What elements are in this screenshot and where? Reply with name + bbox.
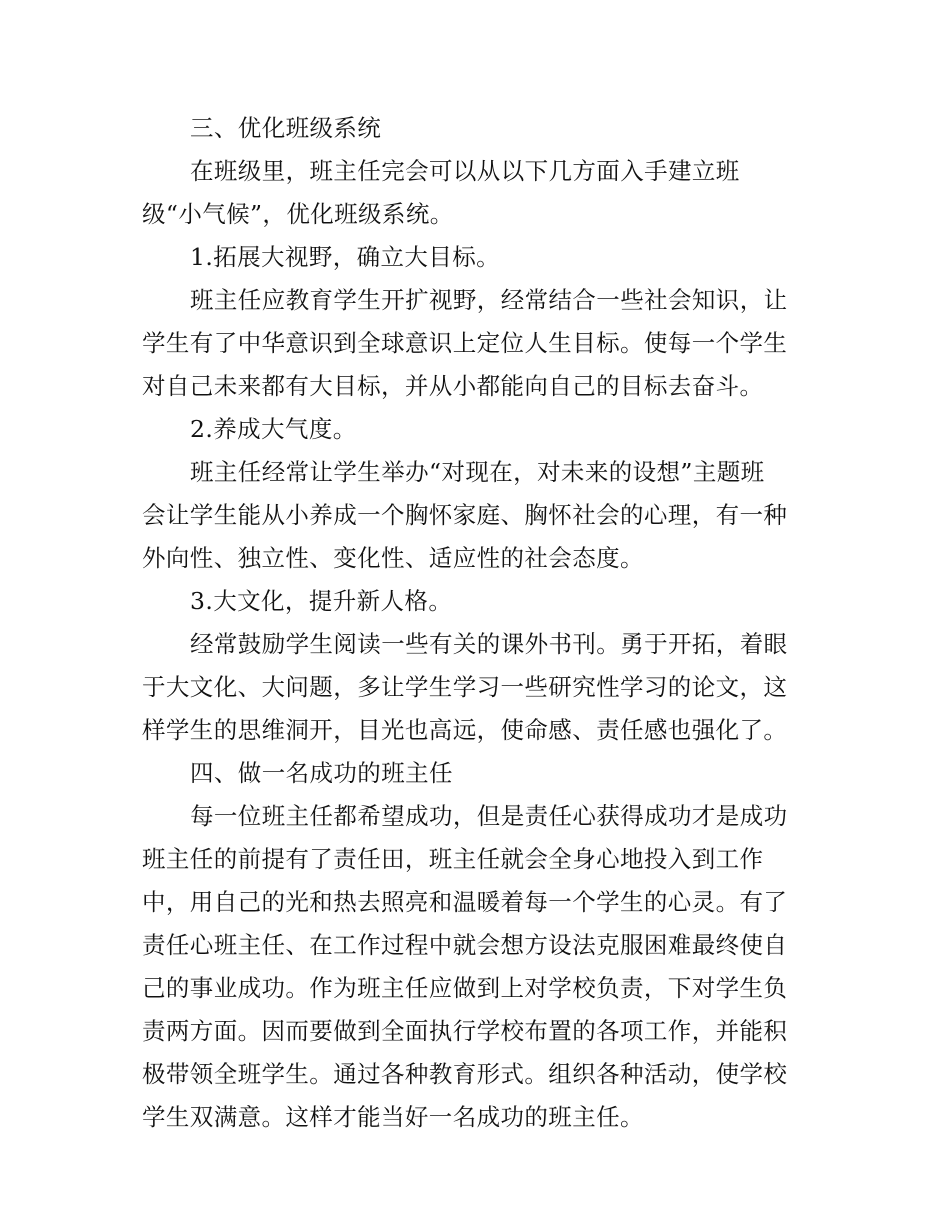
- paragraph-line: 外向性、独立性、变化性、适应性的社会态度。: [142, 544, 644, 572]
- paragraph-line: 己的事业成功。作为班主任应做到上对学校负责，下对学生负: [142, 974, 788, 1002]
- section-heading-4: 四、做一名成功的班主任: [190, 759, 453, 787]
- section-heading-3: 三、优化班级系统: [190, 114, 382, 142]
- paragraph-line: 中，用自己的光和热去照亮和温暖着每一个学生的心灵。有了: [142, 888, 788, 916]
- paragraph-line: 责任心班主任、在工作过程中就会想方设法克服困难最终使自: [142, 931, 788, 959]
- paragraph-line: 班主任经常让学生举办“对现在，对未来的设想”主题班: [190, 458, 765, 486]
- paragraph-line: 对自己未来都有大目标，并从小都能向自己的目标去奋斗。: [142, 372, 764, 400]
- paragraph-line: 会让学生能从小养成一个胸怀家庭、胸怀社会的心理，有一种: [142, 501, 788, 529]
- paragraph-line: 级“小气候”，优化班级系统。: [142, 200, 454, 228]
- paragraph-line: 经常鼓励学生阅读一些有关的课外书刊。勇于开拓，着眼: [190, 630, 788, 658]
- paragraph-line: 学生双满意。这样才能当好一名成功的班主任。: [142, 1103, 644, 1131]
- paragraph-line: 于大文化、大问题，多让学生学习一些研究性学习的论文，这: [142, 673, 788, 701]
- paragraph-line: 极带领全班学生。通过各种教育形式。组织各种活动，使学校: [142, 1060, 788, 1088]
- paragraph-line: 班主任应教育学生开扩视野，经常结合一些社会知识，让: [190, 286, 788, 314]
- paragraph-line: 每一位班主任都希望成功，但是责任心获得成功才是成功: [190, 802, 788, 830]
- subheading-2: 2.养成大气度。: [190, 415, 357, 443]
- paragraph-line: 班主任的前提有了责任田，班主任就会全身心地投入到工作: [142, 845, 764, 873]
- subheading-3: 3.大文化，提升新人格。: [190, 587, 453, 615]
- paragraph-line: 学生有了中华意识到全球意识上定位人生目标。使每一个学生: [142, 329, 788, 357]
- paragraph-line: 责两方面。因而要做到全面执行学校布置的各项工作，并能积: [142, 1017, 788, 1045]
- subheading-1: 1.拓展大视野，确立大目标。: [190, 243, 501, 271]
- paragraph-line: 在班级里，班主任完会可以从以下几方面入手建立班: [190, 157, 740, 185]
- paragraph-line: 样学生的思维洞开，目光也高远，使命感、责任感也强化了。: [142, 716, 788, 744]
